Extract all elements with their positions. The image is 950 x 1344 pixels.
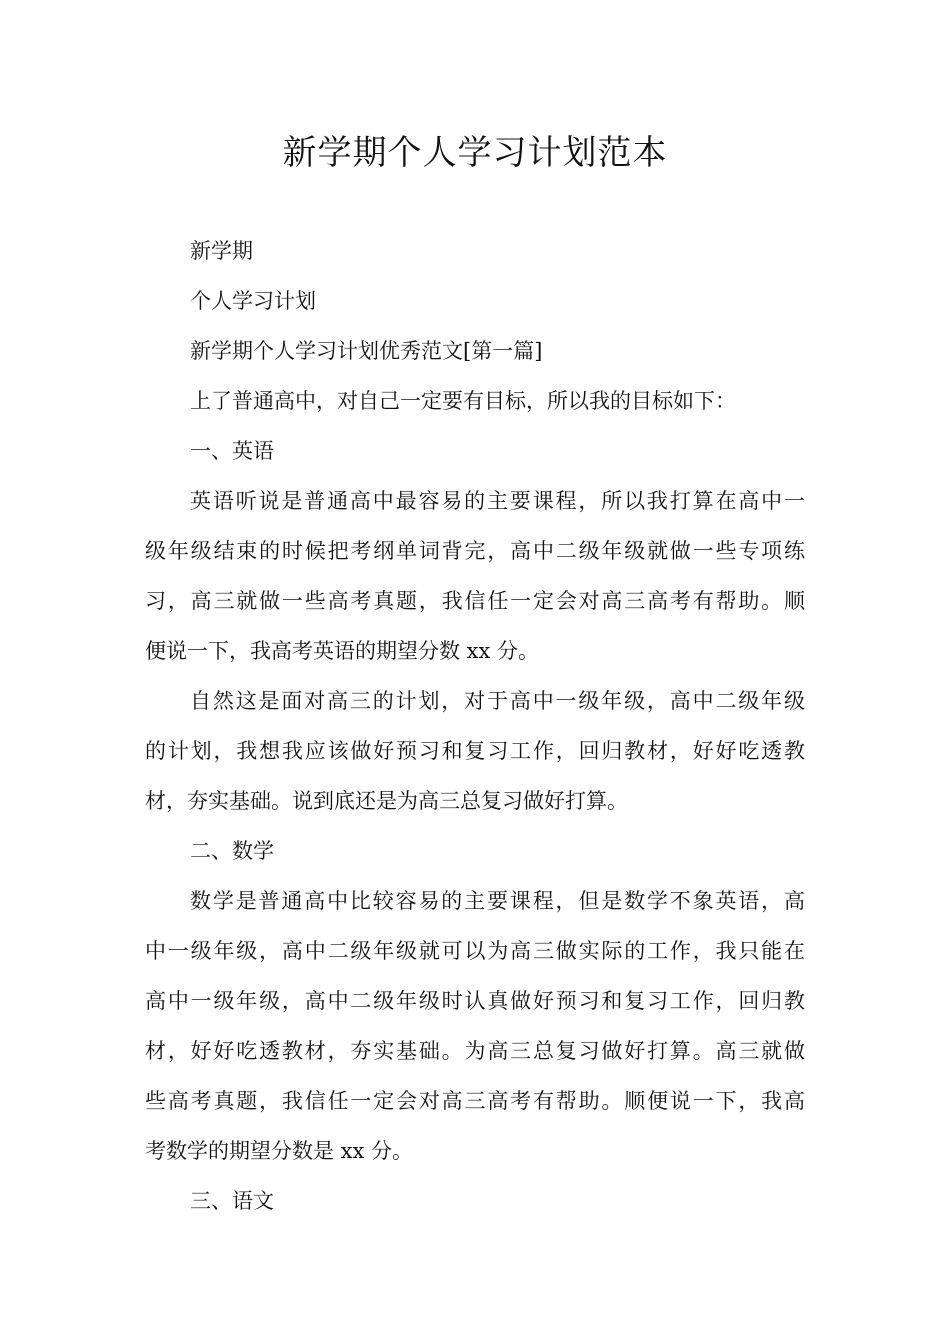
section-heading: 二、数学 — [190, 839, 274, 863]
text-line: 新学期个人学习计划优秀范文[第一篇] — [190, 339, 543, 363]
paragraph-line: 材，好好吃透教材，夯实基础。为高三总复习做好打算。高三就做 — [145, 1039, 805, 1063]
section-heading: 一、英语 — [190, 439, 274, 463]
text-line: 上了普通高中，对自己一定要有目标，所以我的目标如下： — [190, 389, 736, 413]
paragraph-line: 些高考真题，我信任一定会对高三高考有帮助。顺便说一下，我高 — [145, 1089, 805, 1113]
paragraph-line: 高中一级年级，高中二级年级时认真做好预习和复习工作，回归教 — [145, 989, 805, 1013]
paragraph-line: 级年级结束的时候把考纲单词背完，高中二级年级就做一些专项练 — [145, 539, 805, 563]
paragraph-line: 习，高三就做一些高考真题，我信任一定会对高三高考有帮助。顺 — [145, 589, 805, 613]
text-line: 个人学习计划 — [190, 289, 316, 313]
paragraph-line: 便说一下，我高考英语的期望分数 xx 分。 — [145, 639, 540, 663]
paragraph-line: 自然这是面对高三的计划，对于高中一级年级，高中二级年级 — [190, 689, 805, 713]
paragraph-line: 英语听说是普通高中最容易的主要课程，所以我打算在高中一 — [190, 489, 805, 513]
section-heading: 三、语文 — [190, 1189, 274, 1213]
paragraph-line: 中一级年级，高中二级年级就可以为高三做实际的工作，我只能在 — [145, 939, 805, 963]
text-line: 新学期 — [190, 239, 253, 263]
page-title: 新学期个人学习计划范本 — [282, 133, 668, 173]
paragraph-line: 材，夯实基础。说到底还是为高三总复习做好打算。 — [145, 789, 628, 813]
paragraph-line: 的计划，我想我应该做好预习和复习工作，回归教材，好好吃透教 — [145, 739, 805, 763]
paragraph-line: 数学是普通高中比较容易的主要课程，但是数学不象英语，高 — [190, 889, 805, 913]
paragraph-line: 考数学的期望分数是 xx 分。 — [145, 1139, 414, 1163]
